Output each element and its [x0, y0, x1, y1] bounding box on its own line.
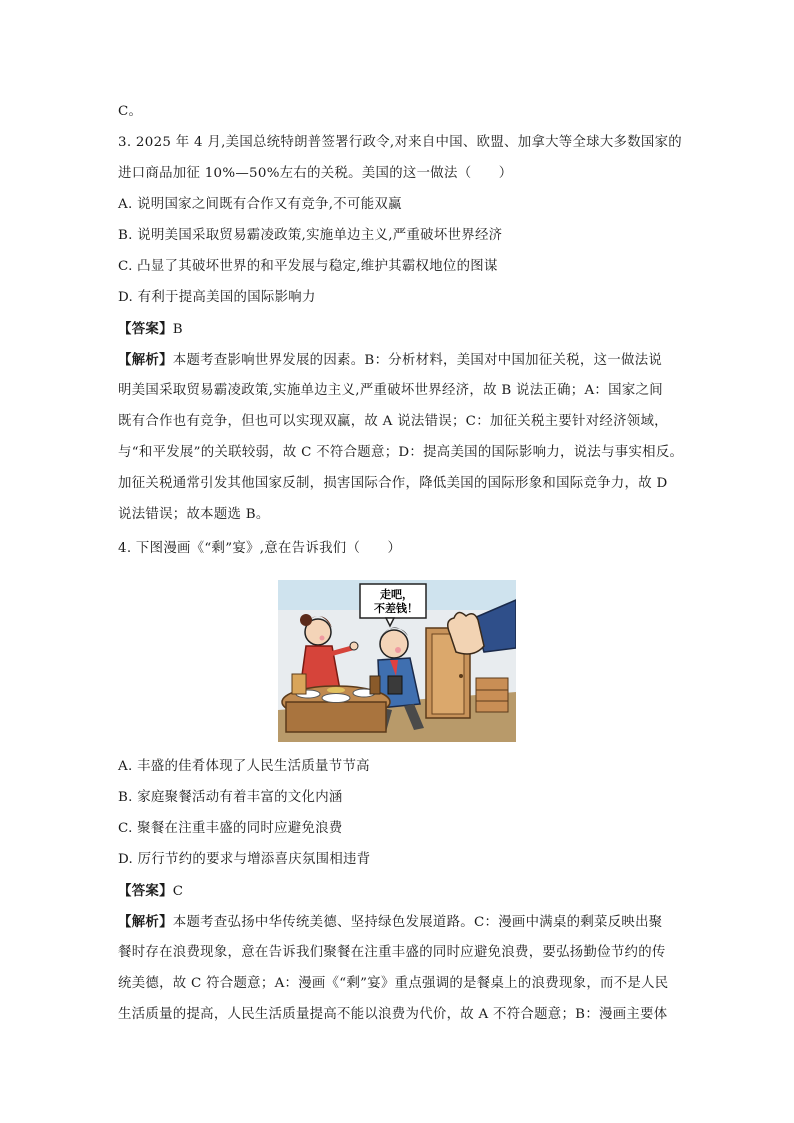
- answer-value: B: [172, 322, 183, 337]
- q3-analysis-line5: 加征关税通常引发其他国家反制，损害国际合作，降低美国的国际形象和国际竞争力，故 D: [118, 476, 668, 491]
- cartoon-illustration: [278, 580, 516, 742]
- q3-option-c: C. 凸显了其破坏世界的和平发展与稳定,维护其霸权地位的图谋: [118, 259, 498, 274]
- q4-option-d: D. 厉行节约的要求与增添喜庆氛围相违背: [118, 852, 371, 867]
- q4-answer: [118, 881, 183, 902]
- answer-value: C: [172, 884, 184, 899]
- q3-option-b: B. 说明美国采取贸易霸凌政策,实施单边主义,严重破坏世界经济: [118, 228, 503, 243]
- q4-option-a: A. 丰盛的佳肴体现了人民生活质量节节高: [118, 759, 370, 774]
- q3-analysis-line1: [118, 350, 662, 371]
- q3-analysis-line3: 既有合作也有竞争，但也可以实现双赢，故 A 说法错误；C：加征关税主要针对经济领域，: [118, 414, 668, 429]
- q4-option-c: C. 聚餐在注重丰盛的同时应避免浪费: [118, 821, 343, 836]
- analysis-text: 本题考查弘扬中华传统美德、坚持绿色发展道路。C：漫画中满桌的剩菜反映出聚: [172, 915, 663, 930]
- q4-analysis-line1: [118, 912, 662, 933]
- q3-stem-line1: 3. 2025 年 4 月,美国总统特朗普签署行政令,对来自中国、欧盟、加拿大等全球大多数国家的: [118, 135, 682, 150]
- q4-analysis-line3: 统美德，故 C 符合题意；A：漫画《“剩”宴》重点强调的是餐桌上的浪费现象，而不是人民: [118, 976, 669, 991]
- analysis-text: 本题考查影响世界发展的因素。B：分析材料，美国对中国加征关税，这一做法说: [172, 353, 663, 368]
- analysis-label: 【解析】: [118, 914, 173, 930]
- q4-analysis-line4: 生活质量的提高，人民生活质量提高不能以浪费为代价，故 A 不符合题意；B：漫画主要体: [118, 1007, 668, 1022]
- previous-answer-tail: C。: [118, 104, 143, 119]
- cartoon-speech-line1: 走吧，: [380, 588, 413, 601]
- q3-answer: [118, 319, 183, 340]
- q3-option-d: D. 有利于提高美国的国际影响力: [118, 290, 316, 305]
- cartoon-speech-line2: 不差钱！: [374, 602, 418, 615]
- q3-stem-line2: 进口商品加征 10%—50%左右的关税。美国的这一做法（ ）: [118, 166, 513, 181]
- answer-label: 【答案】: [118, 321, 173, 337]
- q3-analysis-line2: 明美国采取贸易霸凌政策,实施单边主义,严重破坏世界经济，故 B 说法正确；A：国家之间: [118, 383, 663, 398]
- analysis-label: 【解析】: [118, 352, 173, 368]
- q4-stem: 4. 下图漫画《“剩”宴》,意在告诉我们（ ）: [118, 541, 402, 556]
- q3-analysis-line4: 与“和平发展”的关联较弱，故 C 不符合题意；D：提高美国的国际影响力，说法与事实相反。: [118, 445, 684, 460]
- answer-label: 【答案】: [118, 883, 173, 899]
- q4-analysis-line2: 餐时存在浪费现象，意在告诉我们聚餐在注重丰盛的同时应避免浪费，要弘扬勤俭节约的传: [118, 945, 666, 960]
- q3-analysis-line6: 说法错误；故本题选 B。: [118, 507, 270, 522]
- q4-option-b: B. 家庭聚餐活动有着丰富的文化内涵: [118, 790, 343, 805]
- q3-option-a: A. 说明国家之间既有合作又有竞争,不可能双赢: [118, 197, 402, 212]
